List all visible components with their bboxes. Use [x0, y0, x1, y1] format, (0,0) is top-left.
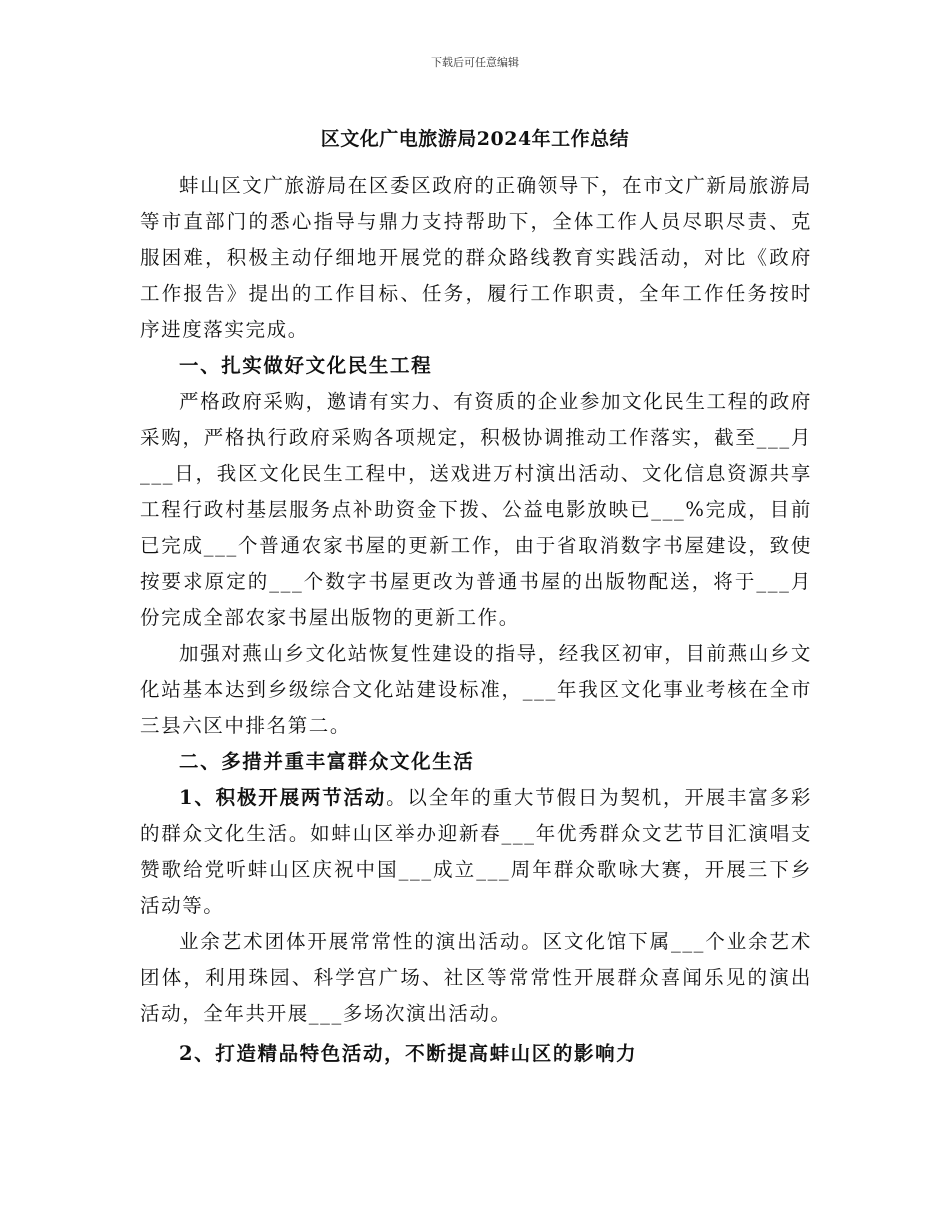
section-heading-3: 2、打造精品特色活动，不断提高蚌山区的影响力 [179, 1042, 638, 1065]
section-heading-2: 二、多措并重丰富群众文化生活 [179, 750, 475, 773]
paragraph-festival-text: 。以全年的重大节假日为契机，开展丰富多彩的群众文化生活。如蚌山区举办迎新春___年优秀群众文艺节目汇演唱支赞歌给党听蚌山区庆祝中国___成立___周年群众歌咏大赛，开展三下乡活动等。 [140, 786, 812, 917]
document-title: 区文化广电旅游局2024年工作总结 [320, 128, 630, 150]
paragraph-festival-activities [140, 780, 812, 924]
document-body [140, 168, 812, 1072]
header-note: 下载后可任意编辑 [431, 56, 519, 69]
section-heading-1: 一、扎实做好文化民生工程 [179, 354, 433, 377]
intro-paragraph: 蚌山区文广旅游局在区委区政府的正确领导下，在市文广新局旅游局等市直部门的悉心指导与鼎力支持帮助下，全体工作人员尽职尽责、克服困难，积极主动仔细地开展党的群众路线教育实践活动，对比《政府工作报告》提出的工作目标、任务，履行工作职责，全年工作任务按时序进度落实完成。 [140, 174, 813, 341]
paragraph-amateur-troupes: 业余艺术团体开展常常性的演出活动。区文化馆下属___个业余艺术团体，利用珠园、科学宫广场、社区等常常性开展群众喜闻乐见的演出活动，全年共开展___多场次演出活动。 [140, 930, 812, 1025]
paragraph-procurement: 严格政府采购，邀请有实力、有资质的企业参加文化民生工程的政府采购，严格执行政府采购各项规定，积极协调推动工作落实，截至___月___日，我区文化民生工程中，送戏进万村演出活动、文化信息资源共享工程行政村基层服务点补助资金下拨、公益电影放映已___%完成，目前已完成___个普通农家书屋的更新工作，由于省取消数字书屋建设，致使按要求原定的___个数字书屋更改为普通书屋的出版物配送，将于___月份完成全部农家书屋出版物的更新工作。 [140, 390, 813, 629]
paragraph-cultural-station: 加强对燕山乡文化站恢复性建设的指导，经我区初审，目前燕山乡文化站基本达到乡级综合文化站建设标准，___年我区文化事业考核在全市三县六区中排名第二。 [140, 642, 813, 737]
subheading-festival: 1、积极开展两节活动 [179, 786, 387, 809]
